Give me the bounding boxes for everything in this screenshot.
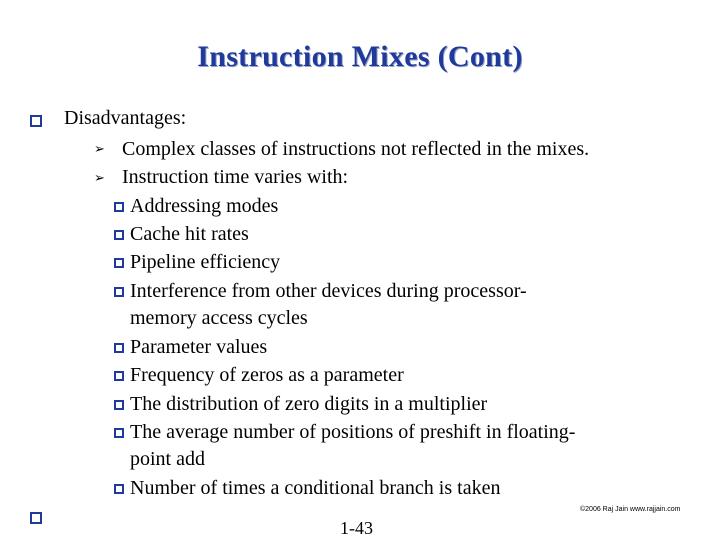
sub-bullet-item-continued: memory access cycles (130, 307, 308, 329)
square-bullet-icon (114, 287, 124, 297)
square-bullet-icon (114, 428, 124, 438)
square-bullet-icon (30, 512, 42, 524)
square-bullet-icon (30, 115, 42, 127)
square-bullet-icon (114, 371, 124, 381)
sub-bullet-item: Parameter values (130, 336, 268, 358)
sub-bullet-item: The average number of positions of preshift in floating- (130, 421, 576, 443)
square-bullet-icon (114, 343, 124, 353)
arrow-bullet-icon: ➢ (94, 171, 105, 186)
sub-bullet-item-continued: point add (130, 448, 205, 470)
sub-bullet-item: Pipeline efficiency (130, 251, 281, 273)
square-bullet-icon (114, 484, 124, 494)
sub-bullet-item: Frequency of zeros as a parameter (130, 364, 404, 386)
sub-bullet-item: Addressing modes (130, 195, 279, 217)
sub-bullet-item: Cache hit rates (130, 223, 249, 245)
square-bullet-icon (114, 400, 124, 410)
arrow-bullet-icon: ➢ (94, 142, 105, 157)
bullet-item: Complex classes of instructions not reflected in the mixes. (122, 138, 590, 160)
slide-title: Instruction Mixes (Cont) (197, 40, 523, 73)
copyright-notice: ©2006 Raj Jain www.rajjain.com (580, 506, 681, 513)
sub-bullet-item: Number of times a conditional branch is taken (130, 477, 501, 499)
disadvantages-heading: Disadvantages: (64, 107, 187, 129)
page-number: 1-43 (340, 518, 373, 538)
square-bullet-icon (114, 202, 124, 212)
square-bullet-icon (114, 258, 124, 268)
sub-bullet-item: Interference from other devices during processor- (130, 280, 527, 302)
square-bullet-icon (114, 230, 124, 240)
sub-bullet-item: The distribution of zero digits in a multiplier (130, 393, 488, 415)
bullet-item: Instruction time varies with: (122, 166, 349, 188)
